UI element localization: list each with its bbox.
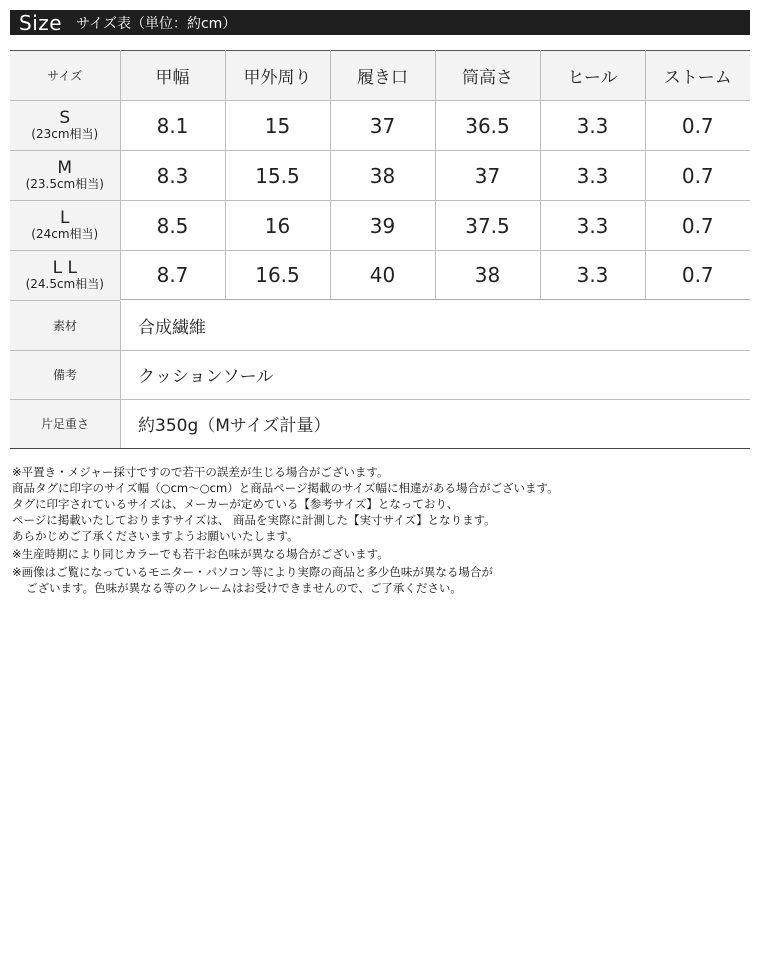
column-header-platform: ストーム [645, 51, 750, 101]
table-cell: 40 [330, 251, 435, 301]
table-cell: 3.3 [540, 101, 645, 151]
spec-value: 合成繊維 [121, 301, 751, 350]
size-row-header [10, 251, 120, 301]
size-chart-table [10, 50, 750, 303]
spec-row-weight [10, 399, 750, 448]
table-cell: 37.5 [435, 201, 540, 251]
table-row [10, 251, 750, 301]
size-row-header [10, 101, 120, 151]
table-cell: 37 [435, 151, 540, 201]
spec-label: 片足重さ [10, 399, 121, 448]
size-row-header [10, 151, 120, 201]
note-line: あらかじめご了承くださいますようお願いいたします。 [12, 529, 299, 543]
size-label: M [57, 157, 73, 178]
column-header-instep-circumference: 甲外周り [225, 51, 330, 101]
size-column-header: サイズ [10, 51, 120, 101]
table-cell: 0.7 [645, 151, 750, 201]
size-equivalent: (23cm相当) [31, 127, 99, 142]
table-cell: 15 [225, 101, 330, 151]
table-cell: 8.7 [120, 251, 225, 301]
size-header-bar [10, 10, 750, 35]
table-cell: 0.7 [645, 251, 750, 301]
disclaimer-notes [12, 464, 747, 596]
note-line: ※生産時期により同じカラーでも若干お色味が異なる場合がございます。 [12, 547, 389, 561]
table-row [10, 151, 750, 201]
table-cell: 38 [330, 151, 435, 201]
table-cell: 15.5 [225, 151, 330, 201]
size-row-header [10, 201, 120, 251]
note-line: ございます。色味が異なる等のクレームはお受けできませんので、ご了承ください。 [26, 581, 462, 595]
size-equivalent: (23.5cm相当) [25, 177, 104, 192]
column-header-opening: 履き口 [330, 51, 435, 101]
size-label: L [60, 207, 70, 228]
note-line: ※平置き・メジャー採寸ですので若干の誤差が生じる場合がございます。 [12, 465, 389, 479]
table-row [10, 101, 750, 151]
note-line: ページに掲載いたしておりますサイズは、 商品を実際に計測した【実寸サイズ】となります。 [12, 513, 496, 527]
product-spec-table [10, 301, 750, 449]
size-label: S [59, 107, 71, 128]
header-title: Size [19, 10, 63, 35]
spec-row-remarks [10, 350, 750, 399]
table-cell: 16 [225, 201, 330, 251]
table-row [10, 201, 750, 251]
spec-row-material [10, 301, 750, 350]
size-equivalent: (24cm相当) [31, 227, 99, 242]
column-header-heel: ヒール [540, 51, 645, 101]
table-cell: 37 [330, 101, 435, 151]
column-header-shaft-height: 筒高さ [435, 51, 540, 101]
table-cell: 0.7 [645, 201, 750, 251]
spec-value: クッションソール [121, 350, 751, 399]
note-line: ※画像はご覧になっているモニター・パソコン等により実際の商品と多少色味が異なる場合が [12, 565, 493, 579]
table-cell: 16.5 [225, 251, 330, 301]
table-cell: 38 [435, 251, 540, 301]
table-cell: 39 [330, 201, 435, 251]
table-cell: 8.5 [120, 201, 225, 251]
note-line: 商品タグに印字のサイズ幅（○cm〜○cm）と商品ページ掲載のサイズ幅に相違がある場合がございます。 [12, 481, 559, 495]
spec-value: 約350g（Mサイズ計量） [121, 399, 751, 448]
table-cell: 8.3 [120, 151, 225, 201]
spec-label: 備考 [10, 350, 121, 399]
column-header-instep-width: 甲幅 [120, 51, 225, 101]
spec-label: 素材 [10, 301, 121, 350]
table-cell: 8.1 [120, 101, 225, 151]
size-label: L L [52, 257, 77, 278]
size-equivalent: (24.5cm相当) [25, 277, 104, 292]
table-cell: 0.7 [645, 101, 750, 151]
size-table-header-row [10, 51, 750, 101]
table-cell: 3.3 [540, 251, 645, 301]
table-cell: 3.3 [540, 201, 645, 251]
table-cell: 36.5 [435, 101, 540, 151]
note-line: タグに印字されているサイズは、メーカーが定めている【参考サイズ】となっており、 [12, 497, 459, 511]
header-subtitle: サイズ表（単位：約cm） [76, 15, 237, 32]
table-cell: 3.3 [540, 151, 645, 201]
